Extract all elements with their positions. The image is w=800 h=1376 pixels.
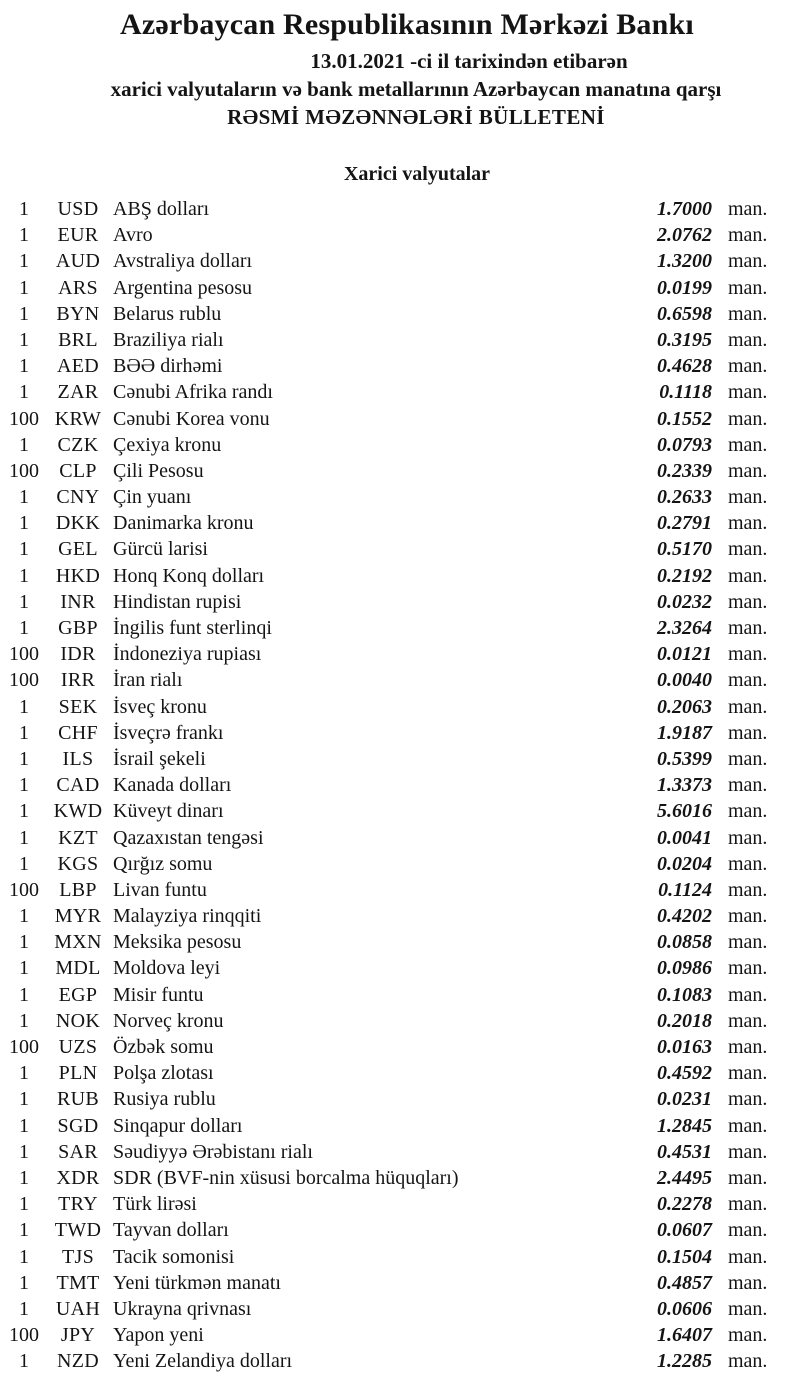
unit-label: man. <box>728 957 768 980</box>
unit-label: man. <box>728 1036 768 1058</box>
currency-name: Cənubi Korea vonu <box>113 407 270 430</box>
rate-row <box>0 746 800 772</box>
currency-quantity: 1 <box>19 1009 29 1032</box>
unit-label: man. <box>728 1166 768 1189</box>
currency-code: IDR <box>60 643 96 666</box>
currency-name: Malayziya rinqqiti <box>113 905 262 928</box>
rate-row <box>0 877 800 903</box>
rate-value: 1.3200 <box>657 250 712 273</box>
rate-row <box>0 615 800 641</box>
currency-name: Küveyt dinarı <box>113 800 224 823</box>
currency-quantity: 1 <box>19 1062 29 1085</box>
currency-code: CAD <box>56 774 100 797</box>
rate-row <box>0 432 800 458</box>
rate-row <box>0 275 800 301</box>
currency-name: Hindistan rupisi <box>113 590 242 613</box>
rate-value: 0.0607 <box>657 1219 712 1242</box>
unit-label: man. <box>728 198 768 220</box>
currency-name: Argentina pesosu <box>113 276 253 299</box>
currency-name: Qırğız somu <box>113 852 213 875</box>
exchange-rates-table <box>0 196 800 1374</box>
rate-row <box>0 484 800 510</box>
unit-label: man. <box>728 1350 768 1373</box>
rate-row <box>0 851 800 877</box>
currency-name: Cənubi Afrika randı <box>113 381 273 404</box>
currency-code: MYR <box>54 905 102 928</box>
currency-quantity: 1 <box>19 800 29 823</box>
currency-code: PLN <box>58 1062 98 1085</box>
currency-name: Yeni Zelandiya dolları <box>113 1350 293 1373</box>
currency-code: UAH <box>55 1297 101 1320</box>
currency-name: Avro <box>113 224 153 247</box>
rate-value: 2.4495 <box>657 1166 712 1189</box>
unit-label: man. <box>728 617 768 639</box>
rate-value: 1.2845 <box>657 1114 712 1137</box>
rate-row <box>0 694 800 720</box>
currency-name: Sinqapur dolları <box>113 1114 243 1137</box>
rate-value: 0.6598 <box>657 302 712 325</box>
rate-row <box>0 955 800 981</box>
currency-name: Türk lirəsi <box>113 1193 197 1216</box>
currency-code: MDL <box>55 957 101 980</box>
rate-row <box>0 1348 800 1374</box>
currency-code: MXN <box>54 931 102 954</box>
currency-code: DKK <box>55 512 101 535</box>
currency-code: ILS <box>62 747 94 770</box>
currency-code: UZS <box>58 1036 98 1058</box>
currency-quantity: 1 <box>19 276 29 299</box>
currency-code: HKD <box>55 564 101 587</box>
unit-label: man. <box>728 512 768 535</box>
unit-label: man. <box>728 695 768 718</box>
currency-quantity: 1 <box>19 774 29 797</box>
currency-name: Səudiyyə Ərəbistanı rialı <box>113 1140 313 1163</box>
unit-label: man. <box>728 1324 768 1347</box>
currency-quantity: 1 <box>19 1166 29 1189</box>
rate-row <box>0 248 800 274</box>
currency-quantity: 1 <box>19 328 29 351</box>
unit-label: man. <box>728 800 768 823</box>
currency-name: Tacik somonisi <box>113 1245 235 1268</box>
unit-label: man. <box>728 1219 768 1242</box>
currency-code: SAR <box>58 1140 98 1163</box>
bulletin-subtitle: xarici valyutaların və bank metallarının Azərbaycan manatına qarşı <box>110 77 722 101</box>
unit-label: man. <box>728 328 768 351</box>
currency-quantity: 1 <box>19 250 29 273</box>
rate-value: 0.0040 <box>657 669 712 692</box>
currency-quantity: 1 <box>19 747 29 770</box>
currency-quantity: 1 <box>19 1350 29 1373</box>
rate-row <box>0 720 800 746</box>
currency-quantity: 1 <box>19 1219 29 1242</box>
rate-row <box>0 825 800 851</box>
rate-row <box>0 222 800 248</box>
rate-row <box>0 510 800 536</box>
unit-label: man. <box>728 224 768 247</box>
rate-value: 1.2285 <box>657 1350 712 1373</box>
unit-label: man. <box>728 1088 768 1111</box>
rate-value: 0.2791 <box>657 512 712 535</box>
currency-name: Polşa zlotası <box>113 1062 214 1085</box>
rate-value: 0.1504 <box>657 1245 712 1268</box>
unit-label: man. <box>728 538 768 561</box>
currency-quantity: 100 <box>9 459 39 482</box>
currency-quantity: 1 <box>19 1114 29 1137</box>
currency-quantity: 100 <box>9 1324 39 1347</box>
rate-value: 0.2278 <box>657 1193 712 1216</box>
rate-value: 0.5399 <box>657 747 712 770</box>
rate-row <box>0 1060 800 1086</box>
rate-value: 0.2339 <box>657 459 712 482</box>
currency-name: Yapon yeni <box>113 1324 204 1347</box>
unit-label: man. <box>728 669 768 692</box>
unit-label: man. <box>728 433 768 456</box>
rate-row <box>0 903 800 929</box>
rate-row <box>0 798 800 824</box>
currency-quantity: 1 <box>19 538 29 561</box>
currency-name: Misir funtu <box>113 983 204 1006</box>
unit-label: man. <box>728 1297 768 1320</box>
unit-label: man. <box>728 459 768 482</box>
currency-name: İsveçrə frankı <box>113 721 224 744</box>
rate-value: 0.4628 <box>657 355 712 378</box>
rate-row <box>0 536 800 562</box>
rate-value: 2.0762 <box>657 224 712 247</box>
rate-row <box>0 327 800 353</box>
currency-quantity: 100 <box>9 1036 39 1058</box>
currency-name: BƏƏ dirhəmi <box>113 355 223 378</box>
rate-value: 1.3373 <box>657 774 712 797</box>
effective-date-line: 13.01.2021 -ci il tarixindən etibarən <box>310 49 628 73</box>
rate-value: 2.3264 <box>657 617 712 639</box>
rate-value: 0.4592 <box>657 1062 712 1085</box>
currency-quantity: 1 <box>19 826 29 849</box>
rate-row <box>0 458 800 484</box>
rate-row <box>0 1086 800 1112</box>
currency-name: Çin yuanı <box>113 486 192 509</box>
unit-label: man. <box>728 1193 768 1216</box>
unit-label: man. <box>728 826 768 849</box>
currency-name: Meksika pesosu <box>113 931 242 954</box>
currency-code: KGS <box>57 852 99 875</box>
rate-row <box>0 196 800 222</box>
currency-name: Danimarka kronu <box>113 512 254 535</box>
unit-label: man. <box>728 1140 768 1163</box>
rate-value: 0.4857 <box>657 1271 712 1294</box>
currency-code: CLP <box>59 459 97 482</box>
unit-label: man. <box>728 931 768 954</box>
rate-value: 0.2192 <box>657 564 712 587</box>
rate-value: 0.1124 <box>658 878 712 901</box>
rate-value: 0.0793 <box>657 433 712 456</box>
currency-quantity: 100 <box>9 407 39 430</box>
unit-label: man. <box>728 747 768 770</box>
rate-value: 0.2018 <box>657 1009 712 1032</box>
currency-quantity: 1 <box>19 486 29 509</box>
currency-quantity: 100 <box>9 643 39 666</box>
currency-code: EGP <box>58 983 98 1006</box>
currency-name: Özbək somu <box>113 1036 214 1058</box>
currency-quantity: 1 <box>19 198 29 220</box>
rate-value: 0.1552 <box>657 407 712 430</box>
currency-code: IRR <box>60 669 96 692</box>
rate-value: 0.4202 <box>657 905 712 928</box>
currency-code: GEL <box>58 538 98 561</box>
currency-name: İran rialı <box>113 669 183 692</box>
currency-name: Çexiya kronu <box>113 433 222 456</box>
currency-code: JPY <box>60 1324 96 1347</box>
currency-quantity: 1 <box>19 1271 29 1294</box>
currency-code: ZAR <box>57 381 99 404</box>
currency-code: CZK <box>57 433 99 456</box>
rate-value: 5.6016 <box>657 800 712 823</box>
unit-label: man. <box>728 643 768 666</box>
currency-quantity: 100 <box>9 878 39 901</box>
currency-quantity: 100 <box>9 669 39 692</box>
currency-code: KRW <box>54 407 102 430</box>
rate-row <box>0 1113 800 1139</box>
currency-quantity: 1 <box>19 617 29 639</box>
currency-name: Tayvan dolları <box>113 1219 229 1242</box>
currency-name: Avstraliya dolları <box>113 250 253 273</box>
currency-code: CNY <box>56 486 100 509</box>
rate-value: 0.0199 <box>657 276 712 299</box>
currency-name: SDR (BVF-nin xüsusi borcalma hüquqları) <box>113 1166 459 1189</box>
currency-name: Qazaxıstan tengəsi <box>113 826 264 849</box>
currency-code: SGD <box>57 1114 99 1137</box>
rate-row <box>0 1139 800 1165</box>
currency-quantity: 1 <box>19 433 29 456</box>
currency-name: Livan funtu <box>113 878 207 901</box>
currency-code: AUD <box>55 250 101 273</box>
unit-label: man. <box>728 852 768 875</box>
unit-label: man. <box>728 590 768 613</box>
currency-code: ARS <box>58 276 98 299</box>
rate-row <box>0 1296 800 1322</box>
currency-quantity: 1 <box>19 957 29 980</box>
currency-code: RUB <box>56 1088 100 1111</box>
currency-name: Rusiya rublu <box>113 1088 216 1111</box>
rate-row <box>0 641 800 667</box>
currency-code: NZD <box>56 1350 99 1373</box>
rate-value: 0.0232 <box>657 590 712 613</box>
currency-quantity: 1 <box>19 721 29 744</box>
currency-name: Gürcü larisi <box>113 538 208 561</box>
currency-code: KZT <box>58 826 98 849</box>
currency-quantity: 1 <box>19 852 29 875</box>
currency-quantity: 1 <box>19 1088 29 1111</box>
currency-name: Belarus rublu <box>113 302 222 325</box>
rate-value: 1.7000 <box>657 198 712 220</box>
rate-row <box>0 929 800 955</box>
currency-code: AED <box>56 355 99 378</box>
unit-label: man. <box>728 381 768 404</box>
currency-quantity: 1 <box>19 1245 29 1268</box>
unit-label: man. <box>728 1062 768 1085</box>
unit-label: man. <box>728 250 768 273</box>
rate-value: 0.4531 <box>657 1140 712 1163</box>
currency-code: BRL <box>58 328 98 351</box>
currency-code: BYN <box>56 302 100 325</box>
currency-quantity: 1 <box>19 302 29 325</box>
currency-code: SEK <box>58 695 98 718</box>
rate-row <box>0 1191 800 1217</box>
currency-name: Yeni türkmən manatı <box>113 1271 281 1294</box>
currency-code: CHF <box>58 721 98 744</box>
rate-value: 0.0606 <box>657 1297 712 1320</box>
currency-code: GBP <box>58 617 98 639</box>
currency-code: TRY <box>58 1193 98 1216</box>
currency-code: EUR <box>57 224 99 247</box>
currency-code: KWD <box>53 800 103 823</box>
currency-name: İngilis funt sterlinqi <box>113 617 272 639</box>
rate-row <box>0 1322 800 1348</box>
currency-quantity: 1 <box>19 695 29 718</box>
rate-value: 0.5170 <box>657 538 712 561</box>
currency-name: Moldova leyi <box>113 957 221 980</box>
unit-label: man. <box>728 564 768 587</box>
unit-label: man. <box>728 1271 768 1294</box>
currency-code: TMT <box>56 1271 100 1294</box>
unit-label: man. <box>728 878 768 901</box>
rate-value: 1.6407 <box>657 1324 712 1347</box>
rate-value: 0.0204 <box>657 852 712 875</box>
currency-quantity: 1 <box>19 1193 29 1216</box>
unit-label: man. <box>728 1245 768 1268</box>
currency-quantity: 1 <box>19 224 29 247</box>
currency-code: LBP <box>59 878 97 901</box>
currency-name: İsrail şekeli <box>113 747 206 770</box>
currency-quantity: 1 <box>19 931 29 954</box>
unit-label: man. <box>728 721 768 744</box>
rate-row <box>0 1008 800 1034</box>
unit-label: man. <box>728 983 768 1006</box>
unit-label: man. <box>728 407 768 430</box>
rate-row <box>0 1217 800 1243</box>
rate-value: 0.3195 <box>657 328 712 351</box>
rate-value: 0.0041 <box>657 826 712 849</box>
rate-row <box>0 589 800 615</box>
rate-value: 0.2063 <box>657 695 712 718</box>
unit-label: man. <box>728 276 768 299</box>
rate-value: 0.0231 <box>657 1088 712 1111</box>
unit-label: man. <box>728 486 768 509</box>
unit-label: man. <box>728 1009 768 1032</box>
bank-title: Azərbaycan Respublikasının Mərkəzi Bankı <box>120 8 694 41</box>
rate-row <box>0 772 800 798</box>
currency-name: ABŞ dolları <box>113 198 210 220</box>
rate-row <box>0 379 800 405</box>
rate-row <box>0 406 800 432</box>
rate-value: 0.0163 <box>657 1036 712 1058</box>
rate-row <box>0 1165 800 1191</box>
currency-quantity: 1 <box>19 355 29 378</box>
currency-quantity: 1 <box>19 564 29 587</box>
rate-row <box>0 667 800 693</box>
rate-row <box>0 353 800 379</box>
rate-value: 1.9187 <box>657 721 712 744</box>
unit-label: man. <box>728 302 768 325</box>
currency-name: Ukrayna qrivnası <box>113 1297 252 1320</box>
rate-value: 0.1083 <box>657 983 712 1006</box>
bulletin-title: RƏSMİ MƏZƏNNƏLƏRİ BÜLLETENİ <box>227 105 605 129</box>
currency-code: XDR <box>56 1166 100 1189</box>
unit-label: man. <box>728 1114 768 1137</box>
rate-row <box>0 1034 800 1060</box>
unit-label: man. <box>728 905 768 928</box>
currency-quantity: 1 <box>19 1297 29 1320</box>
rate-row <box>0 1270 800 1296</box>
currency-name: Çili Pesosu <box>113 459 204 482</box>
currency-code: TWD <box>54 1219 102 1242</box>
currency-name: Kanada dolları <box>113 774 232 797</box>
currency-quantity: 1 <box>19 905 29 928</box>
rate-value: 0.1118 <box>659 381 712 404</box>
currency-code: NOK <box>55 1009 101 1032</box>
currency-quantity: 1 <box>19 512 29 535</box>
currency-quantity: 1 <box>19 381 29 404</box>
unit-label: man. <box>728 774 768 797</box>
currency-code: USD <box>57 198 99 220</box>
rate-value: 0.2633 <box>657 486 712 509</box>
rate-value: 0.0986 <box>657 957 712 980</box>
currency-name: Honq Konq dolları <box>113 564 265 587</box>
currency-code: TJS <box>61 1245 95 1268</box>
currency-name: Norveç kronu <box>113 1009 224 1032</box>
rate-value: 0.0121 <box>657 643 712 666</box>
unit-label: man. <box>728 355 768 378</box>
currency-name: İsveç kronu <box>113 695 207 718</box>
currency-name: Braziliya rialı <box>113 328 224 351</box>
rate-row <box>0 301 800 327</box>
currency-quantity: 1 <box>19 590 29 613</box>
currency-quantity: 1 <box>19 983 29 1006</box>
rate-row <box>0 982 800 1008</box>
rate-row <box>0 563 800 589</box>
rate-row <box>0 1244 800 1270</box>
rate-value: 0.0858 <box>657 931 712 954</box>
section-title-foreign-currencies: Xarici valyutalar <box>343 163 491 185</box>
currency-name: İndoneziya rupiası <box>113 643 262 666</box>
currency-quantity: 1 <box>19 1140 29 1163</box>
currency-code: INR <box>60 590 96 613</box>
